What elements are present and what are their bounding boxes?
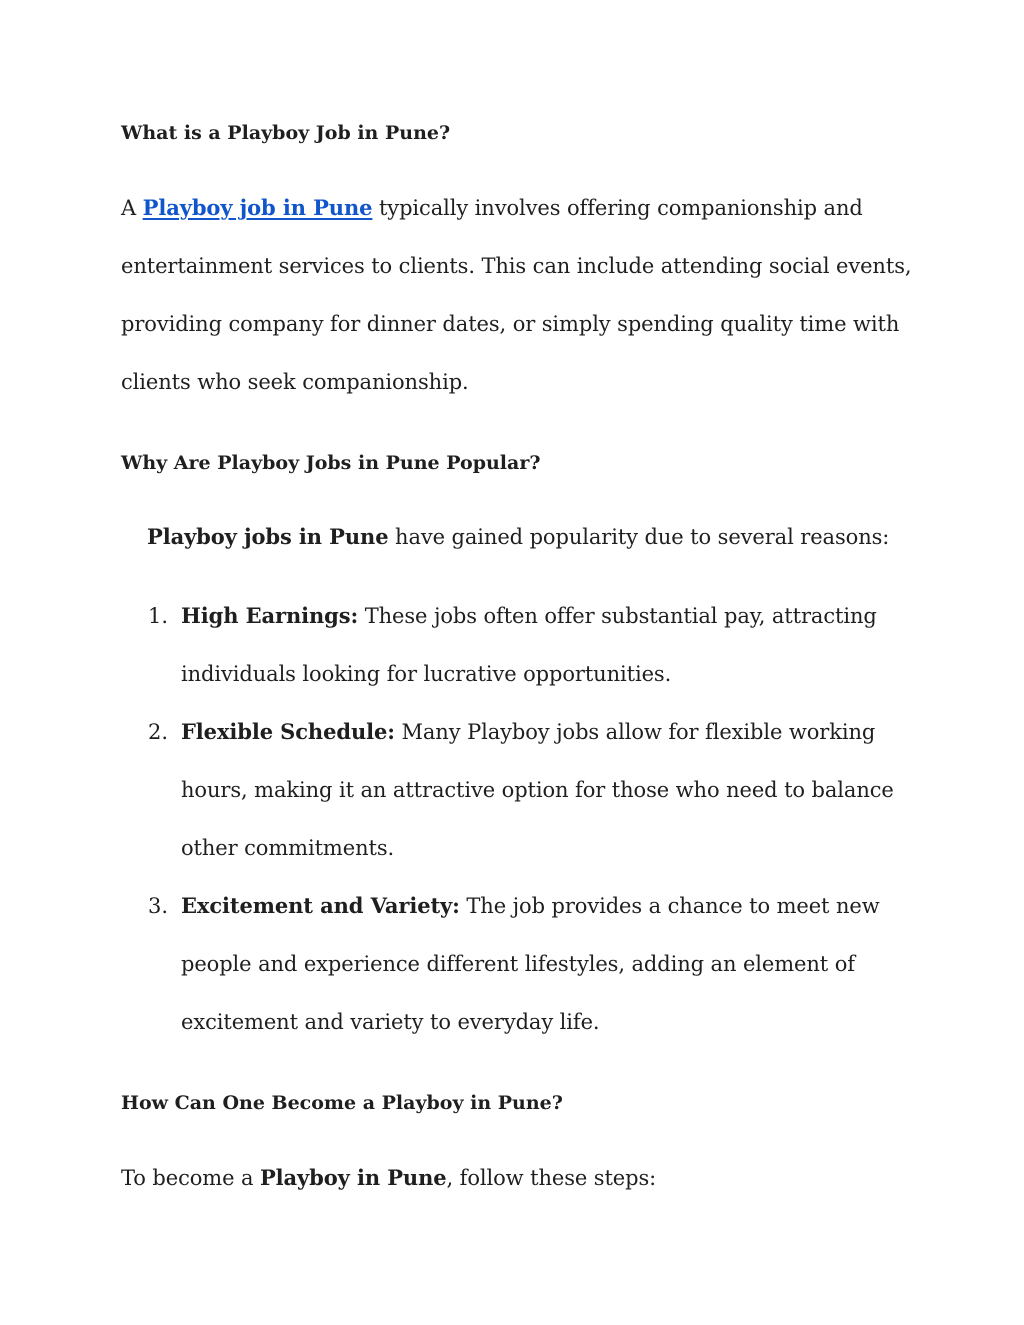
- list-item-line: other commitments.: [181, 836, 395, 860]
- heading-what-is-playboy-job: What is a Playboy Job in Pune?: [121, 122, 451, 144]
- intro-bold: Playboy jobs in Pune: [147, 524, 389, 549]
- list-item-line: people and experience different lifestyles, adding an element of: [181, 952, 855, 976]
- paragraph-line: clients who seek companionship.: [121, 370, 469, 394]
- heading-why-popular: Why Are Playboy Jobs in Pune Popular?: [121, 452, 541, 474]
- paragraph-line: providing company for dinner dates, or simply spending quality time with: [121, 312, 900, 336]
- paragraph-line: [121, 1164, 656, 1192]
- intro-prefix: A: [121, 196, 137, 220]
- list-item-line: [181, 602, 877, 630]
- list-item-title: Flexible Schedule:: [181, 719, 395, 744]
- list-item-line: [181, 892, 880, 920]
- line-text: Many Playboy jobs allow for flexible working: [401, 720, 876, 744]
- list-item-line: excitement and variety to everyday life.: [181, 1010, 600, 1034]
- list-number: 3.: [147, 894, 168, 918]
- intro-prefix: To become a: [121, 1166, 254, 1190]
- paragraph-line: [147, 523, 889, 551]
- list-item-title: Excitement and Variety:: [181, 893, 460, 918]
- heading-how-to-become: How Can One Become a Playboy in Pune?: [121, 1092, 563, 1114]
- list-item-line: [181, 718, 875, 746]
- paragraph-line: entertainment services to clients. This can include attending social events,: [121, 254, 912, 278]
- list-item-line: individuals looking for lucrative opportunities.: [181, 662, 672, 686]
- line-text: The job provides a chance to meet new: [466, 894, 880, 918]
- line-text: , follow these steps:: [446, 1166, 657, 1190]
- paragraph-line: [121, 194, 863, 222]
- line-text: typically involves offering companionship and: [378, 196, 863, 220]
- playboy-job-link[interactable]: Playboy job in Pune: [142, 195, 373, 220]
- line-text: These jobs often offer substantial pay, attracting: [364, 604, 877, 628]
- list-item-title: High Earnings:: [181, 603, 359, 628]
- intro-bold: Playboy in Pune: [259, 1165, 447, 1190]
- list-number: 1.: [147, 604, 168, 628]
- line-text: have gained popularity due to several reasons:: [395, 525, 890, 549]
- list-number: 2.: [147, 720, 168, 744]
- list-item-line: hours, making it an attractive option for those who need to balance: [181, 778, 894, 802]
